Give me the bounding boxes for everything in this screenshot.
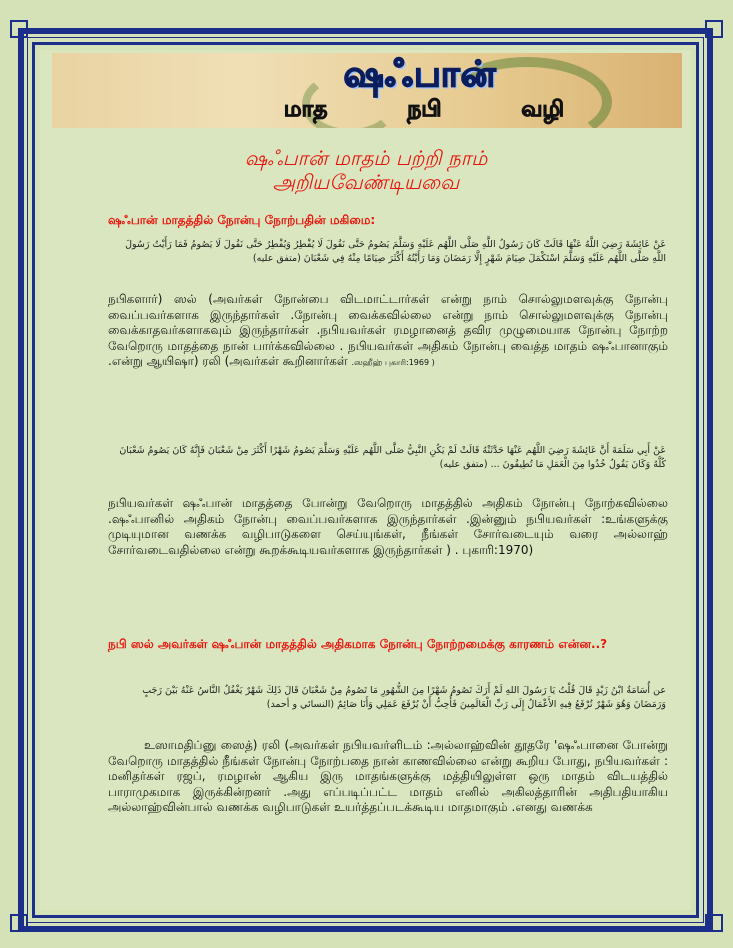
banner-title: ஷஃபான் bbox=[343, 54, 497, 95]
banner-subtitle-word: வழி bbox=[521, 97, 565, 122]
body-paragraph: உஸாமதிப்னு ஸைத்) ரலி (அவர்கள் நபியவர்ளிடம் :அல்லாஹ்வின் தூதரே 'ஷஃபானை போன்று வேறொரு மாதத்தில் நீங்கள் நோன்பு நோற்பதை நான் காணவில்லை என்று கூறிய போது, நபியவர்கள் : மனிதர்கள் ரஜப், ரமழான் ஆகிய இரு மாதங்களுக்கு மத்தியிலுள்ள ஒரு மாதம் விடயத்தில் பாராமுகமாக இருக்கின்றனர் .அது எப்படிப்பட்ட மாதம் எனில் அகிலத்தாரின் அதிபதியாகிய அல்லாஹ்வின்பால் வணக்க வழிபாடுகள் உயர்த்தப்படக்கூடிய மாதமாகும் .எனது வணக்க bbox=[108, 738, 668, 815]
reference: .ஸஹீஹ் புகாரி:1969 ) bbox=[351, 358, 435, 368]
body-paragraph: நபியவர்கள் ஷஃபான் மாதத்தை போன்று வேறொரு மாதத்தில் அதிகம் நோன்பு நோற்கவில்லை .ஷஃபானில் அதிகம் நோன்பு வைப்பவர்களாக இருந்தார்கள் .இன்னும் நபியவர்கள் :உங்களுக்கு முடியுமான வணக்க வழிபாடுகளை செய்யுங்கள், நீங்கள் சோர்வடையும் வரை அல்லாஹ் சோர்வடைவதில்லை என்று கூறக்கூடியவர்களாக இருந்தார்கள் ) . புகாரி:1970) bbox=[108, 496, 668, 557]
corner-ornament bbox=[705, 914, 723, 932]
body-paragraph bbox=[108, 292, 668, 371]
corner-ornament bbox=[10, 20, 28, 38]
page-title-line: அறியவேண்டியவை bbox=[272, 170, 460, 194]
corner-ornament bbox=[10, 914, 28, 932]
banner-subtitle bbox=[244, 97, 604, 125]
banner-subtitle-word: மாத bbox=[283, 97, 328, 122]
paragraph-text: நபிகளார்) ஸல் (அவர்கள் நோன்பை விடமாட்டார்கள் என்று நாம் சொல்லுமளவுக்கு நோன்பு வைப்பவர்களாக இருந்தார்கள் .நோன்பு வைக்கவில்லை என்று நாம் சொல்லுமளவுக்கு நோன்பு வைக்காதவர்களாகவும் இருந்தார்கள் .நபியவர்கள் ரமழானைத் தவிர முழுமையாக நோன்பு நோற்ற வேறொரு மாதத்தை நான் பார்க்கவில்லை . நபியவர்கள் அதிகம் நோன்பு வைத்த மாதம் ஷஃபானாகும் .என்று ஆயிஷா) ரலி (அவர்கள் கூறினார்கள் bbox=[108, 292, 668, 369]
section-title: ஷஃபான் மாதத்தில் நோன்பு நோற்பதின் மகிமை: bbox=[108, 213, 376, 227]
arabic-hadith: عَنْ عَائِشَةَ رَضِيَ اللَّهُ عَنْهَا قَالَتْ كَانَ رَسُولُ اللَّهِ صَلَّى اللَّهُم عَلَيْهِ وَسَلَّمَ يَصُومُ حَتَّى نَقُولَ لَا يُفْطِرُ وَيُفْطِرُ حَتَّى نَقُولَ لَا يَصُومُ فَمَا رَأَيْتُ رَسُولَ اللَّهِ صَلَّى اللَّهُم عَلَيْهِ وَسَلَّمَ اسْتَكْمَلَ صِيَامَ شَهْرٍ إِلَّا رَمَضَانَ وَمَا رَأَيْتُهُ أَكْثَرَ صِيَامًا مِنْهُ فِي شَعْبَانَ (متفق عليه) bbox=[125, 239, 666, 264]
arabic-hadith: عن أُسَامَةُ ابْنُ زَيْدٍ قَالَ قُلْتُ يَا رَسُولَ اللهِ لَمْ أَرَكَ تَصُومُ شَهْرًا مِنَ الشُّهُورِ مَا تَصُومُ مِنْ شَعْبَانَ قَالَ ذَلِكَ شَهْرٌ يَغْفُلُ النَّاسُ عَنْهُ بَيْنَ رَجَبٍ وَرَمَضَانَ وَهُوَ شَهْرٌ تُرْفَعُ فِيهِ الأَعْمَالُ إِلَى رَبِّ الْعَالَمِينَ فَأُحِبُّ أَنْ يُرْفَعَ عَمَلِي وَأَنَا صَائِمٌ (النسائي و أحمد) bbox=[142, 685, 666, 710]
page-title-line: ஷஃபான் மாதம் பற்றி நாம் bbox=[244, 146, 488, 170]
title-banner bbox=[52, 53, 682, 128]
page-title bbox=[60, 146, 672, 194]
banner-subtitle-word: நபி bbox=[407, 97, 442, 122]
arabic-hadith: عَنْ أَبِي سَلَمَةَ أَنَّ عَائِشَةَ رَضِيَ اللَّهُم عَنْهَا حَدَّثَتْهُ قَالَتْ لَمْ يَكُنِ النَّبِيُّ صَلَّى اللَّهُم عَلَيْهِ وَسَلَّمَ يَصُومُ شَهْرًا أَكْثَرَ مِنْ شَعْبَانَ فَإِنَّهُ كَانَ يَصُومُ شَعْبَانَ كُلَّهُ وَكَانَ يَقُولُ خُذُوا مِنَ الْعَمَلِ مَا تُطِيقُونَ ... (متفق عليه) bbox=[119, 445, 666, 470]
section-title: நபி ஸல் அவர்கள் ஷஃபான் மாதத்தில் அதிகமாக நோன்பு நோற்றமைக்கு காரணம் என்ன..? bbox=[108, 637, 608, 651]
corner-ornament bbox=[705, 20, 723, 38]
